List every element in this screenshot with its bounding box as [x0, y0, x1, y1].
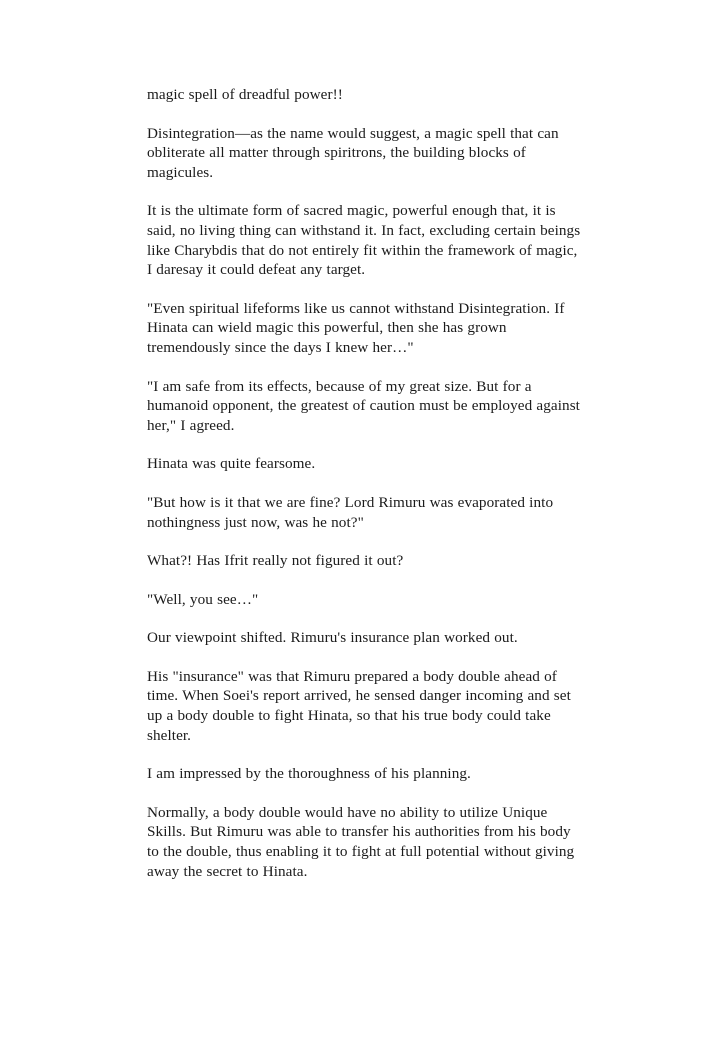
paragraph: Normally, a body double would have no ability to utilize Unique Skills. But Rimuru was able to transfer his authorities from his body to the double, thus enabling it to fight at full potential without giving away the secret to Hinata. — [147, 803, 575, 880]
paragraph: Our viewpoint shifted. Rimuru's insurance plan worked out. — [147, 629, 518, 647]
paragraph: It is the ultimate form of sacred magic, powerful enough that, it is said, no living thing can withstand it. In fact, excluding certain beings like Charybdis that do not entirely fit within the framework of magic, I daresay it could defeat any target. — [147, 202, 581, 279]
paragraph: I am impressed by the thoroughness of his planning. — [147, 765, 471, 783]
paragraph: "I am safe from its effects, because of my great size. But for a humanoid opponent, the greatest of caution must be employed against her," I agreed. — [147, 377, 580, 434]
body-text-column — [147, 85, 583, 881]
paragraph: What?! Has Ifrit really not figured it out? — [147, 552, 404, 570]
paragraph: Disintegration—as the name would suggest, a magic spell that can obliterate all matter through spiritrons, the building blocks of magicules. — [147, 124, 559, 181]
paragraph: "Even spiritual lifeforms like us cannot withstand Disintegration. If Hinata can wield magic this powerful, then she has grown tremendously since the days I knew her…" — [147, 299, 565, 356]
paragraph: Hinata was quite fearsome. — [147, 455, 316, 473]
paragraph: "Well, you see…" — [147, 590, 259, 608]
paragraph: magic spell of dreadful power!! — [147, 86, 343, 103]
paragraph: His "insurance" was that Rimuru prepared a body double ahead of time. When Soei's report arrived, he sensed danger incoming and set up a body double to fight Hinata, so that his true body could take shelter. — [147, 667, 571, 744]
paragraph: "But how is it that we are fine? Lord Rimuru was evaporated into nothingness just now, was he not?" — [147, 493, 554, 531]
